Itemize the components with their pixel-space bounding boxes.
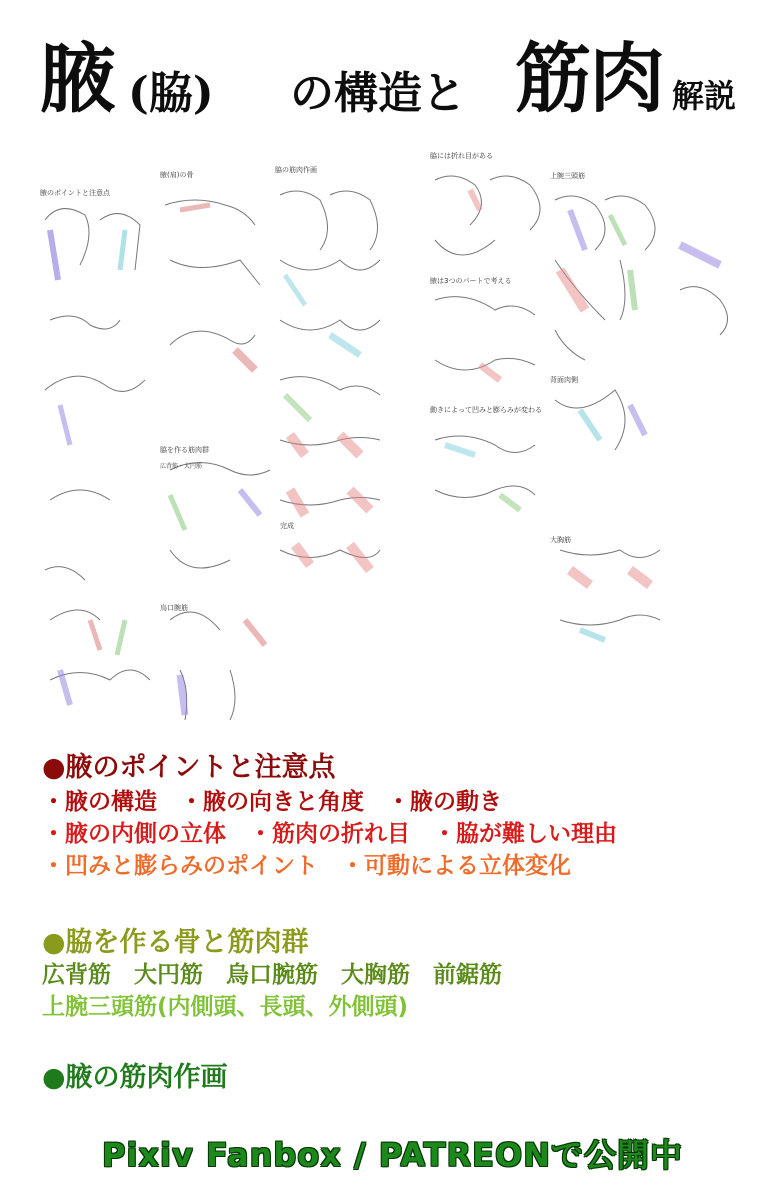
thumb-label-9: 烏口腕筋 [160,604,188,612]
thumb-label-5: 上腕三頭筋 [550,172,585,180]
thumb-label-10: 動きによって凹みと膨らみが変わる [430,406,542,414]
section2-heading: ●脇を作る骨と筋肉群 [42,927,309,958]
section3-heading: ●腋の筋肉作画 [42,1062,228,1093]
thumbnail-collage [30,150,750,725]
sketch-group-col1 [40,188,150,705]
title-part-4: 筋肉 [515,34,663,123]
section1-heading: ●腋のポイントと注意点 [42,752,336,783]
thumb-label-6: 腋は3つのパートで考える [430,277,512,285]
thumb-label-4: 脇には折れ目がある [430,152,493,160]
title-part-3: の構造と [290,68,466,119]
footer-publish-note: Pixiv Fanbox / PATREONで公開中 [101,1136,683,1174]
thumbnail-sketches [30,150,750,725]
section1-line2: ・腋の内側の立体 ・筋肉の折れ目 ・脇が難しい理由 [42,821,617,847]
thumb-label-7: 脇を作る筋肉群 [160,446,209,454]
sketch-group-col5 [550,171,728,640]
title-part-1: 腋 [40,34,114,123]
section1-line1: ・腋の構造 ・腋の向きと角度 ・腋の動き [42,789,502,815]
sketch-group-col2 [160,170,270,720]
thumb-label-11: 背面肉側 [550,376,578,384]
sketch-group-col4 [430,151,542,510]
thumb-label-1: 腋のポイントと注意点 [40,189,110,197]
page-title [40,30,745,135]
title-part-2: (脇) [128,68,214,119]
section1-line3: ・凹みと膨らみのポイント ・可動による立体変化 [42,853,571,879]
section2-line2: 上腕三頭筋(内側頭、長頭、外側頭) [42,994,409,1020]
section2-line1: 広背筋 大円筋 烏口腕筋 大胸筋 前鋸筋 [42,962,502,988]
title-part-5: 解説 [672,77,737,115]
sketch-group-col3 [275,165,380,570]
thumb-label-3: 脇の筋肉作画 [275,166,317,174]
thumb-label-12: 大胸筋 [550,536,571,544]
thumb-label-13: 完成 [280,522,294,530]
thumb-label-8: 広背筋・大円筋 [160,463,203,470]
thumb-label-2: 腋(肩)の骨 [160,171,194,179]
